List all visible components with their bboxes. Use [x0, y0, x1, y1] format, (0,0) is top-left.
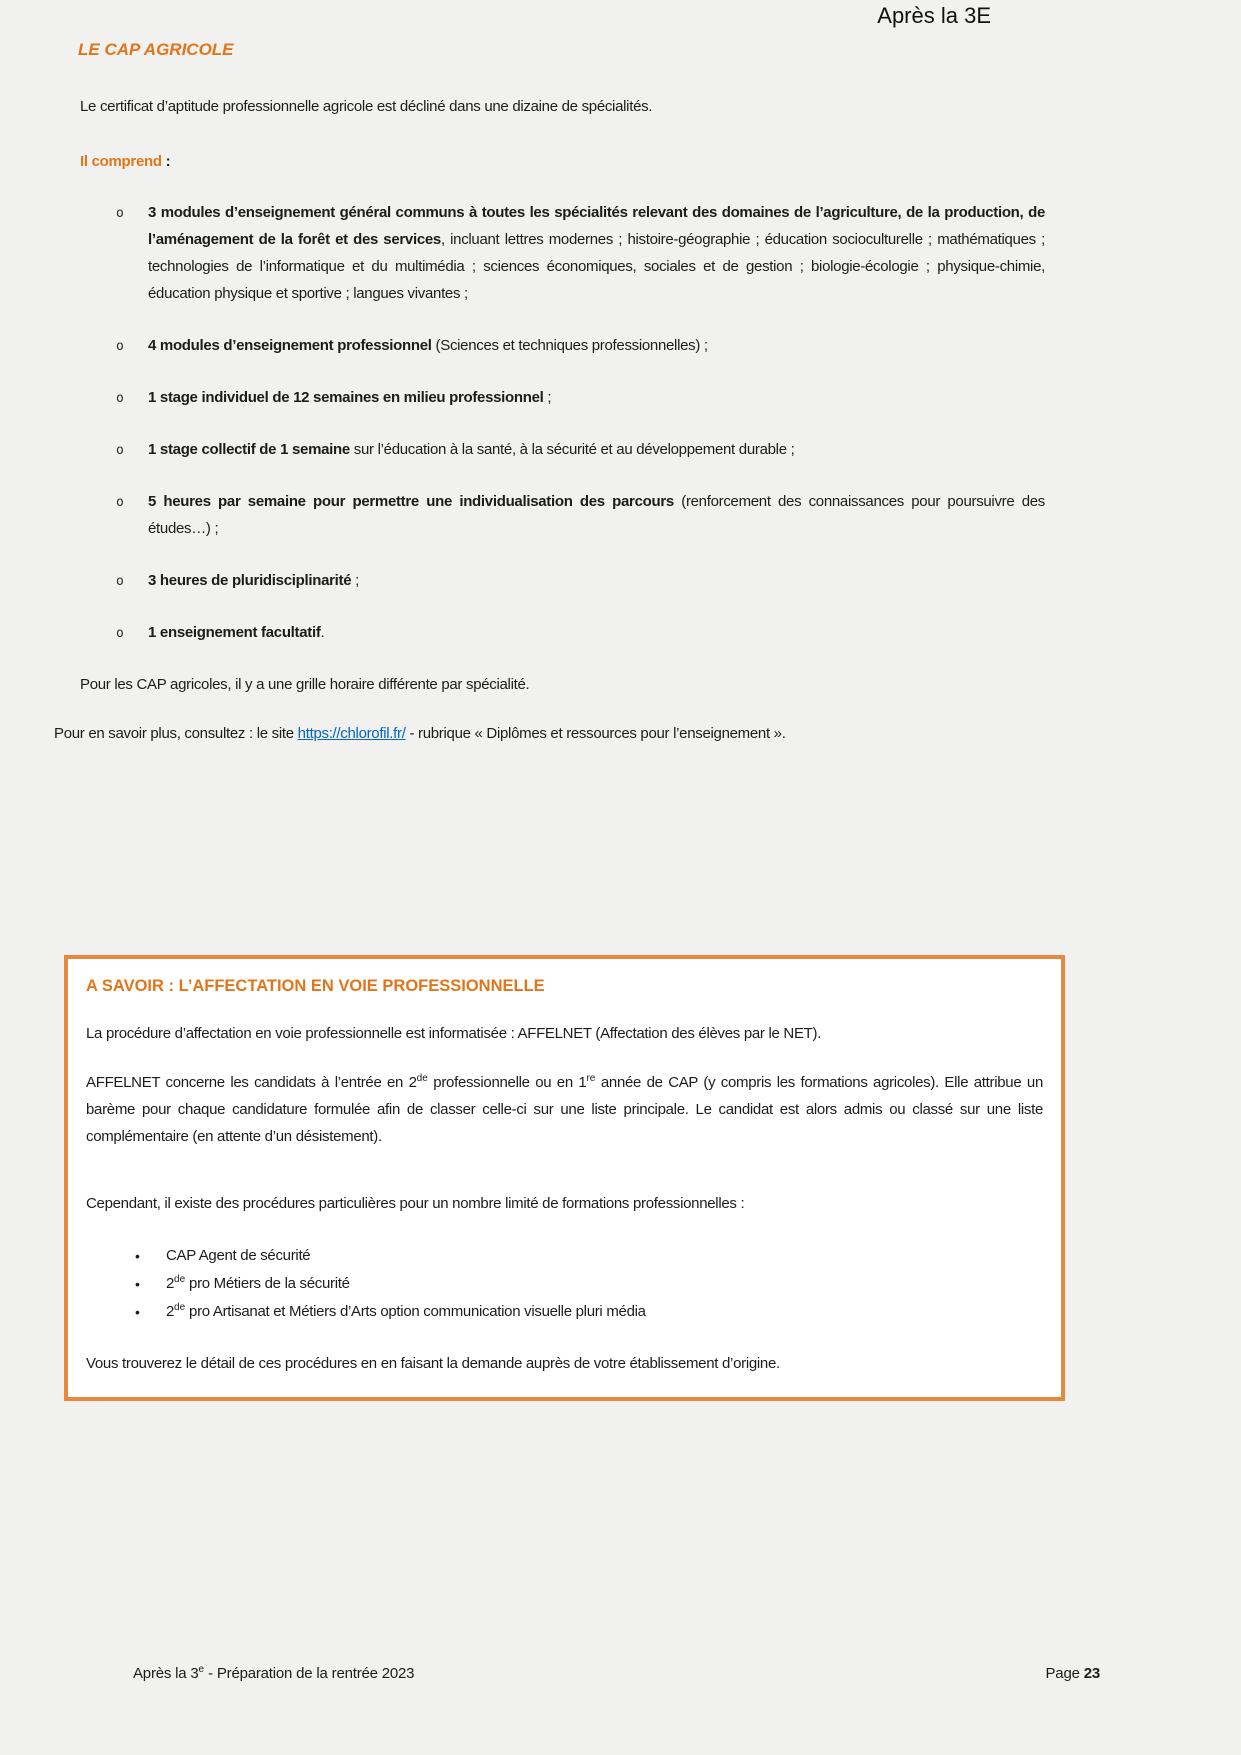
superscript-re: re — [586, 1073, 596, 1084]
circle-bullet-icon: o — [116, 626, 124, 641]
list-item — [78, 488, 1045, 542]
a-savoir-info-box — [64, 955, 1065, 1401]
list-item-bold: 1 enseignement facultatif — [148, 624, 321, 641]
list-item-text: sur l’éducation à la santé, à la sécurité et au développement durable ; — [349, 441, 795, 458]
superscript: de — [174, 1274, 186, 1285]
savoir-plus-paragraph — [54, 720, 1045, 747]
list-item-text: ; — [543, 389, 552, 406]
list-item — [78, 619, 1045, 646]
list-item-text: 2 — [166, 1275, 175, 1292]
intro-paragraph: Le certificat d’aptitude professionnelle agricole est décliné dans une dizaine de spécialités. — [80, 98, 653, 115]
comprend-label: Il comprend — [80, 153, 162, 170]
dot-bullet-icon: • — [135, 1276, 140, 1292]
info-box-title: A SAVOIR : L’AFFECTATION EN VOIE PROFESSIONNELLE — [86, 977, 545, 995]
list-item-text: ; — [351, 572, 360, 589]
list-item-text: (Sciences et techniques professionnelles) ; — [431, 337, 708, 354]
page-header: Après la 3E — [877, 3, 991, 28]
page-title: LE CAP AGRICOLE — [78, 40, 234, 59]
list-item-bold: 1 stage collectif de 1 semaine — [148, 441, 350, 458]
savoir-plus-pre: Pour en savoir plus, consultez : le site — [54, 725, 298, 742]
special-procedures-list — [86, 1242, 1043, 1326]
info-box-paragraph-affelnet: La procédure d’affectation en voie professionnelle est informatisée : AFFELNET (Affectation des élèves par le NET). — [86, 1025, 822, 1042]
list-item-text: CAP Agent de sécurité — [166, 1247, 311, 1264]
page-number-value: 23 — [1083, 1665, 1100, 1682]
footer-page-number — [1046, 1660, 1101, 1687]
list-item — [78, 567, 1045, 594]
list-item — [86, 1270, 1043, 1298]
info-box-paragraph-bareme — [86, 1069, 1043, 1150]
info-box-paragraph-procedures: Cependant, il existe des procédures particulières pour un nombre limité de formations professionnelles : — [86, 1195, 745, 1212]
cap-components-list — [78, 199, 1045, 646]
comprend-colon: : — [161, 153, 171, 170]
list-item — [78, 332, 1045, 359]
list-item — [78, 384, 1045, 411]
list-item-bold: 5 heures par semaine pour permettre une individualisation des parcours — [148, 493, 674, 510]
list-item-bold: 4 modules d’enseignement professionnel — [148, 337, 432, 354]
footer-text: - Préparation de la rentrée 2023 — [204, 1665, 415, 1682]
superscript: de — [174, 1302, 186, 1313]
list-item-text: . — [320, 624, 325, 641]
circle-bullet-icon: o — [116, 206, 124, 221]
circle-bullet-icon: o — [116, 574, 124, 589]
p2-text: année de CAP (y compris les formations agricoles). Elle attribue un barème pour chaque candidature formulée afin de classer celle-ci sur une liste principale. Le candidat est alors admis ou classé sur une liste complémentaire (en attente d’un désistement). — [86, 1074, 1043, 1145]
superscript-e: e — [198, 1664, 205, 1675]
list-item-text: (renforcement des connaissances pour poursuivre des études…) ; — [148, 493, 1045, 537]
dot-bullet-icon: • — [135, 1304, 140, 1320]
footer-document-title — [133, 1660, 414, 1687]
list-item-text: pro Artisanat et Métiers d’Arts option communication visuelle pluri média — [185, 1303, 646, 1320]
list-item — [78, 199, 1045, 307]
circle-bullet-icon: o — [116, 391, 124, 406]
superscript-de: de — [416, 1073, 428, 1084]
info-box-paragraph-detail: Vous trouverez le détail de ces procédures en en faisant la demande auprès de votre établissement d’origine. — [86, 1355, 780, 1372]
savoir-plus-post: - rubrique « Diplômes et ressources pour l’enseignement ». — [405, 725, 786, 742]
list-item-bold: 1 stage individuel de 12 semaines en milieu professionnel — [148, 389, 544, 406]
list-item — [78, 436, 1045, 463]
footer-text: Après la 3 — [133, 1665, 199, 1682]
grille-paragraph: Pour les CAP agricoles, il y a une grille horaire différente par spécialité. — [80, 676, 530, 693]
list-item-bold: 3 modules d’enseignement général communs à toutes les spécialités relevant des domaines de l’agriculture, de la production, de l’aménagement de la forêt et des services — [148, 204, 1045, 248]
p2-text: professionnelle ou en 1 — [427, 1074, 587, 1091]
dot-bullet-icon: • — [135, 1248, 140, 1264]
list-item-text: 2 — [166, 1303, 175, 1320]
circle-bullet-icon: o — [116, 443, 124, 458]
list-item-bold: 3 heures de pluridisciplinarité — [148, 572, 352, 589]
circle-bullet-icon: o — [116, 495, 124, 510]
comprend-heading — [80, 148, 1045, 175]
list-item-text: pro Métiers de la sécurité — [185, 1275, 350, 1292]
circle-bullet-icon: o — [116, 339, 124, 354]
list-item — [86, 1242, 1043, 1270]
list-item — [86, 1298, 1043, 1326]
page-label: Page — [1045, 1665, 1084, 1682]
chlorofil-link[interactable]: https://chlorofil.fr/ — [297, 725, 406, 742]
p2-text: AFFELNET concerne les candidats à l’entrée en 2 — [86, 1074, 417, 1091]
list-item-text: , incluant lettres modernes ; histoire-géographie ; éducation socioculturelle ; mathématiques ; technologies de l’informatique et du multimédia ; sciences économiques, sociales et de gestion ; biologie-écologie ; physique-chimie, éducation physique et sportive ; langues vivantes ; — [148, 231, 1045, 302]
